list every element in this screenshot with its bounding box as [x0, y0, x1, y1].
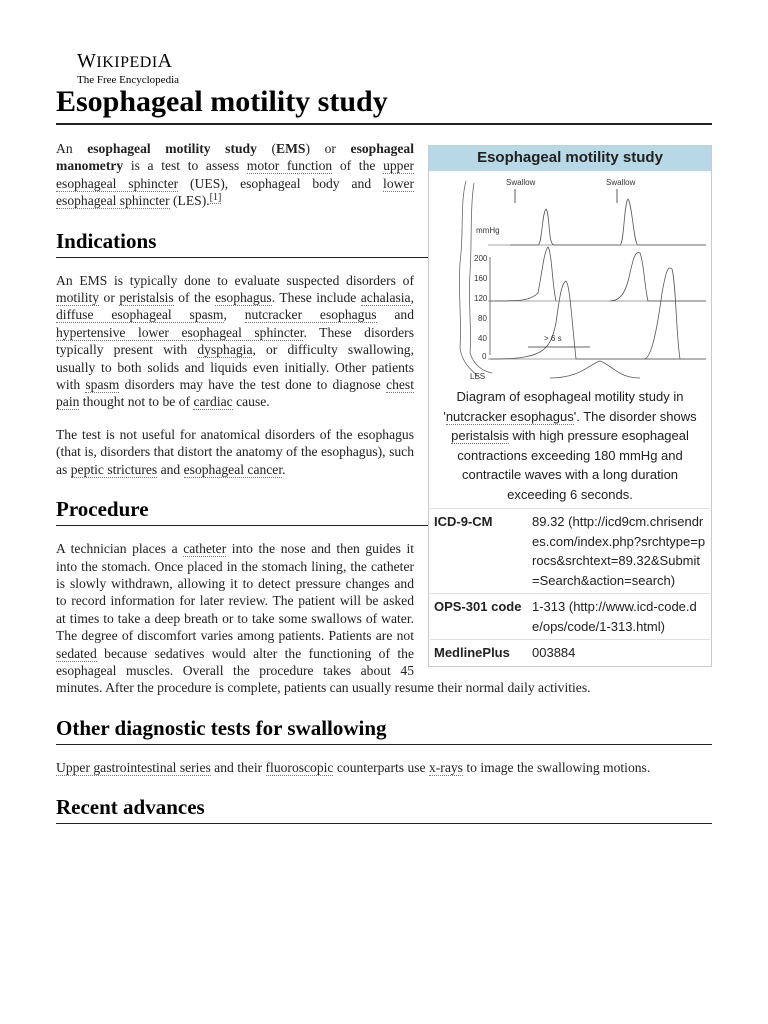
link-upper-gi-series[interactable]: Upper gastrointestinal series [56, 759, 211, 775]
heading-indications: Indications [56, 228, 712, 258]
tick-40: 40 [478, 334, 487, 343]
tick-120: 120 [474, 294, 488, 303]
link-upper-esophageal-sphincter[interactable]: upper esophageal sphincter [56, 158, 415, 191]
label-unit: mmHg [476, 226, 500, 235]
heading-other-tests: Other diagnostic tests for swallowing [56, 715, 712, 745]
tick-200: 200 [474, 254, 488, 263]
procedure-paragraph: A technician places a catheter into the nose and then guides it into the stomach. Once placed in the stomach lining, the catheter is slowly withdrawn, allowing it to detect pressure changes and to record information for later review. The patient will be asked at times to take a deep breath or to take some swallows of water. The degree of discomfort varies among patients. Patients are not sedated because sedatives would alter the functioning of the esophageal muscles. Overall the procedure takes about 45 minutes. After the procedure is complete, patients can usually resume their normal daily activities. [56, 541, 591, 696]
other-tests-paragraph: Upper gastrointestinal series and their fluoroscopic counterparts use x-rays to image the swallowing motions. [56, 759, 651, 775]
infobox-key: MedlinePlus [434, 645, 510, 660]
link-peristalsis[interactable]: peristalsis [119, 290, 174, 306]
infobox-row-icd9 [430, 508, 710, 593]
link-nutcracker-esophagus[interactable]: nutcracker esophagus [244, 307, 377, 323]
infobox [428, 145, 712, 667]
link-x-rays[interactable]: x-rays [428, 759, 463, 775]
infobox-title: Esophageal motility study [429, 146, 711, 171]
heading-recent-advances: Recent advances [56, 794, 712, 824]
link-motility[interactable]: motility [56, 290, 100, 306]
infobox-value-link[interactable]: 89.32 (http://icd9cm.chrisendres.com/index.php?srchtype=procs&srchtext=89.32&Submit=Search&action=search) [532, 514, 706, 588]
link-esophageal-cancer[interactable]: esophageal cancer [183, 461, 283, 477]
link-catheter[interactable]: catheter [183, 541, 227, 557]
logo-tagline: The Free Encyclopedia [77, 74, 180, 86]
label-swallow-1: Swallow [506, 178, 536, 187]
link-cardiac[interactable]: cardiac [193, 394, 233, 410]
manometry-diagram-svg [430, 173, 710, 385]
wave-4 [644, 268, 680, 359]
link-esophagus[interactable]: esophagus [215, 290, 272, 306]
page-title: Esophageal motility study [56, 83, 712, 125]
infobox-value-link[interactable]: 003884 [532, 645, 576, 660]
infobox-row-ops301 [430, 593, 710, 639]
intro-paragraph: An esophageal motility study (EMS) or esophageal manometry is a test to assess motor function of the upper esophageal sphincter (UES), esophageal body and lower esophageal sphincter (LES).[1] [56, 141, 415, 209]
les-wave [550, 361, 640, 378]
infobox-caption: Diagram of esophageal motility study in 'nutcracker esophagus'. The disorder shows peristalsis with high pressure esophageal contractions exceeding 180 mmHg and contractile waves with a long duration exceeding 6 seconds. [430, 385, 710, 508]
link-fluoroscopic[interactable]: fluoroscopic [265, 759, 334, 775]
manometry-diagram[interactable] [430, 173, 710, 385]
wave-3 [610, 253, 706, 301]
reference-link[interactable]: [1] [209, 191, 222, 203]
infobox-value-link[interactable]: 1-313 (http://www.icd-code.de/ops/code/1-313.html) [532, 599, 697, 634]
trace-top [510, 199, 706, 245]
wave-1 [490, 247, 556, 301]
indications-paragraph-1: An EMS is typically done to evaluate suspected disorders of motility or peristalsis of the esophagus. These include achalasia, diffuse esophageal spasm, nutcracker esophagus and hypertensive lower esophageal sphincter. These disorders typically present with dysphagia, or difficulty swallowing, usually to both solids and liquids even initially. Other patients with spasm disorders may have the test done to diagnose chest pain thought not to be of cardiac cause. [56, 272, 414, 410]
link-lower-esophageal-sphincter[interactable]: lower esophageal sphincter [56, 175, 414, 209]
article-body [56, 140, 712, 838]
tick-80: 80 [478, 314, 487, 323]
infobox-row-medlineplus [430, 639, 710, 666]
link-nutcracker-esophagus[interactable]: nutcracker esophagus [445, 408, 574, 424]
link-motor-function[interactable]: motor function [246, 158, 333, 174]
link-chest-pain[interactable]: chest pain [56, 377, 414, 410]
label-duration: > 6 s [544, 334, 562, 343]
link-sedated[interactable]: sedated [56, 645, 97, 661]
tick-0: 0 [482, 352, 487, 361]
link-spasm[interactable]: spasm [85, 377, 120, 393]
label-les: LES [470, 372, 486, 381]
wave-2 [490, 281, 706, 359]
link-peristalsis[interactable]: peristalsis [451, 428, 509, 443]
indications-paragraph-2: The test is not useful for anatomical disorders of the esophagus (that is, disorders that distort the anatomy of the esophagus), such as peptic strictures and esophageal cancer. [56, 426, 414, 477]
heading-procedure: Procedure [56, 496, 712, 526]
link-hypertensive-les[interactable]: hypertensive lower esophageal sphincter [56, 324, 304, 340]
link-diffuse-esophageal-spasm[interactable]: diffuse esophageal spasm [56, 307, 224, 323]
link-achalasia[interactable]: achalasia [360, 290, 411, 306]
infobox-key: ICD-9-CM [434, 514, 493, 529]
tick-160: 160 [474, 274, 488, 283]
logo-wordmark: WIKIPEDIA [77, 50, 173, 72]
link-dysphagia[interactable]: dysphagia [197, 342, 253, 358]
wikipedia-logo[interactable] [77, 51, 179, 87]
link-peptic-strictures[interactable]: peptic strictures [70, 461, 158, 477]
label-swallow-2: Swallow [606, 178, 636, 187]
infobox-key: OPS-301 code [434, 599, 522, 614]
